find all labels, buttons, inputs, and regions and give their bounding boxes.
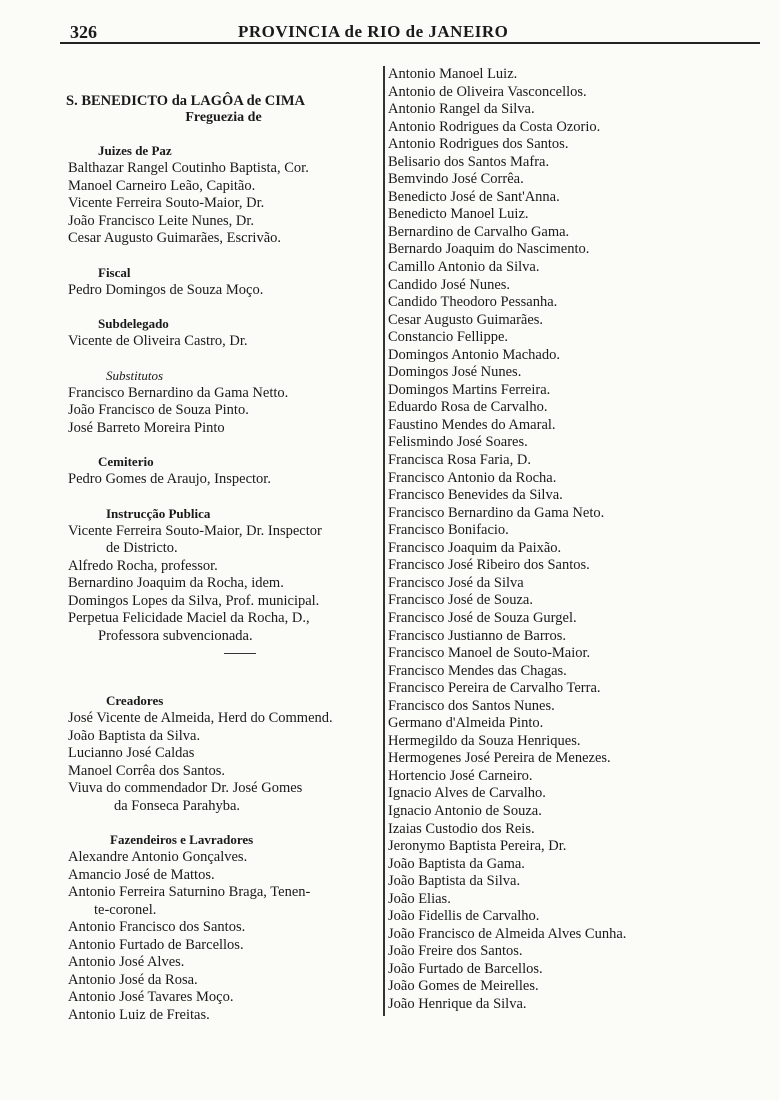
list-item: João Francisco Leite Nunes, Dr. <box>68 212 255 229</box>
list-item: Francisco José de Souza Gurgel. <box>388 609 577 626</box>
list-item: Antonio José Alves. <box>68 954 185 970</box>
substitutos-list <box>66 385 381 438</box>
list-item: João Gomes de Meirelles. <box>388 978 539 995</box>
cemiterio-list <box>66 471 381 489</box>
section-heading: Creadores <box>106 693 164 708</box>
list-item: João Henrique da Silva. <box>388 995 527 1012</box>
list-item: Bernardino de Carvalho Gama. <box>388 223 570 240</box>
list-item: Candido José Nunes. <box>388 276 511 293</box>
header-rule <box>60 42 760 44</box>
list-item: Domingos José Nunes. <box>388 364 522 381</box>
subdelegado-list <box>66 333 381 351</box>
list-item: Vicente Ferreira Souto-Maior, Dr. <box>68 195 265 211</box>
names-list <box>388 66 773 1014</box>
parish-subtitle: Freguezia de <box>185 110 262 125</box>
list-item: Francisco Bonifacio. <box>388 522 509 539</box>
section-heading: Instrucção Publica <box>106 505 211 521</box>
list-item: Jeronymo Baptista Pereira, Dr. <box>388 838 567 855</box>
list-item: Bemvindo José Corrêa. <box>388 171 524 188</box>
list-item: Belisario dos Santos Mafra. <box>388 153 550 170</box>
list-item: Antonio Rangel da Silva. <box>388 101 535 118</box>
section-heading: Cemiterio <box>98 454 154 469</box>
list-item: Pedro Domingos de Souza Moço. <box>68 281 264 298</box>
list-item: Amancio José de Mattos. <box>68 866 215 883</box>
list-item: Antonio Furtado de Barcellos. <box>68 936 244 953</box>
list-item: Francisco Bernardino da Gama Netto. <box>68 384 289 401</box>
list-item: Francisco Antonio da Rocha. <box>388 469 557 486</box>
list-item: Domingos Lopes da Silva, Prof. municipal. <box>68 592 320 609</box>
page-title: PROVINCIA de RIO de JANEIRO <box>238 22 509 41</box>
list-item: Alfredo Rocha, professor. <box>68 557 218 574</box>
list-item: Hortencio José Carneiro. <box>388 767 533 784</box>
right-column <box>388 66 773 1014</box>
column-divider <box>383 66 385 1016</box>
list-item: Bernardo Joaquim do Nascimento. <box>388 241 590 258</box>
list-item: Antonio José Tavares Moço. <box>68 989 234 1005</box>
list-item: Francisco dos Santos Nunes. <box>388 697 555 714</box>
list-item: Benedicto Manoel Luiz. <box>388 206 529 223</box>
section-heading: Juizes de Paz <box>98 143 172 158</box>
list-item: Antonio Rodrigues da Costa Ozorio. <box>388 118 601 135</box>
list-item: te-coronel. <box>94 901 157 918</box>
list-item: Professora subvencionada. <box>98 627 253 644</box>
instrucao-list <box>66 523 381 646</box>
list-item: da Fonseca Parahyba. <box>114 797 241 814</box>
list-item: João Baptista da Silva. <box>388 873 521 890</box>
list-item: Francisco Manoel de Souto-Maior. <box>388 645 591 662</box>
fiscal-list <box>66 282 381 300</box>
list-item: Domingos Martins Ferreira. <box>388 381 551 398</box>
list-item: João Furtado de Barcellos. <box>388 960 543 977</box>
list-item: Ignacio Alves de Carvalho. <box>388 785 546 802</box>
list-item: Cesar Augusto Guimarães. <box>388 311 544 328</box>
list-item: Bernardino Joaquim da Rocha, idem. <box>68 575 284 591</box>
list-item: Manoel Corrêa dos Santos. <box>68 762 226 779</box>
list-item: Perpetua Felicidade Maciel da Rocha, D., <box>68 610 310 626</box>
list-item: Francisco Bernardino da Gama Neto. <box>388 504 605 521</box>
list-item: Francisco Mendes das Chagas. <box>388 662 567 679</box>
list-item: Manoel Carneiro Leão, Capitão. <box>68 177 256 194</box>
list-item: João Freire dos Santos. <box>388 943 523 960</box>
list-item: Alexandre Antonio Gonçalves. <box>68 849 248 865</box>
list-item: Ignacio Antonio de Souza. <box>388 802 542 819</box>
list-item: Felismindo José Soares. <box>388 434 528 451</box>
list-item: Germano d'Almeida Pinto. <box>388 715 544 732</box>
list-item: Eduardo Rosa de Carvalho. <box>388 399 548 416</box>
left-column <box>66 92 381 1024</box>
list-item: João Baptista da Gama. <box>388 855 525 872</box>
list-item: Candido Theodoro Pessanha. <box>388 294 558 311</box>
list-item: Viuva do commendador Dr. José Gomes <box>68 780 303 796</box>
list-item: João Francisco de Souza Pinto. <box>68 402 249 418</box>
list-item: João Baptista da Silva. <box>68 727 201 744</box>
list-item: Francisco Joaquim da Paixão. <box>388 539 562 556</box>
list-item: Francisco Justianno de Barros. <box>388 627 566 644</box>
list-item: Francisco Benevides da Silva. <box>388 487 563 504</box>
list-item: João Francisco de Almeida Alves Cunha. <box>388 925 627 942</box>
list-item: Domingos Antonio Machado. <box>388 346 560 363</box>
page-number: 326 <box>70 22 97 42</box>
list-item: João Fidellis de Carvalho. <box>388 908 540 925</box>
list-item: Francisco José de Souza. <box>388 592 533 609</box>
list-item: Antonio Ferreira Saturnino Braga, Tenen- <box>68 884 311 900</box>
list-item: Antonio Rodrigues dos Santos. <box>388 136 569 153</box>
section-heading: Fiscal <box>98 264 131 280</box>
list-item: Hermegildo da Souza Henriques. <box>388 732 581 749</box>
list-item: Cesar Augusto Guimarães, Escrivão. <box>68 230 282 246</box>
fazendeiros-list <box>66 849 381 1024</box>
section-heading: Fazendeiros e Lavradores <box>110 832 254 847</box>
list-item: Faustino Mendes do Amaral. <box>388 416 556 433</box>
page-header <box>0 18 779 50</box>
list-item: Francisco José Ribeiro dos Santos. <box>388 557 590 574</box>
list-item: Francisco Pereira de Carvalho Terra. <box>388 680 601 697</box>
list-item: Vicente Ferreira Souto-Maior, Dr. Inspector <box>68 522 322 539</box>
list-item: Antonio Francisco dos Santos. <box>68 919 246 935</box>
creadores-list <box>66 710 381 815</box>
list-item: José Barreto Moreira Pinto <box>68 419 225 436</box>
section-heading: Subdelegado <box>98 316 169 331</box>
list-item: João Elias. <box>388 890 451 907</box>
list-item: Antonio Luiz de Freitas. <box>68 1006 210 1023</box>
list-item: Hermogenes José Pereira de Menezes. <box>388 750 611 767</box>
list-item: Constancio Fellippe. <box>388 329 509 346</box>
list-item: Lucianno José Caldas <box>68 745 195 761</box>
list-item: Izaias Custodio dos Reis. <box>388 820 535 837</box>
list-item: Antonio José da Rosa. <box>68 971 198 988</box>
list-item: Francisca Rosa Faria, D. <box>388 452 531 469</box>
list-item: Balthazar Rangel Coutinho Baptista, Cor. <box>68 160 309 176</box>
list-item: Vicente de Oliveira Castro, Dr. <box>68 333 248 349</box>
list-item: Antonio de Oliveira Vasconcellos. <box>388 83 587 100</box>
list-item: Camillo Antonio da Silva. <box>388 259 540 276</box>
list-item: Pedro Gomes de Araujo, Inspector. <box>68 471 271 487</box>
juizes-list <box>66 160 381 248</box>
list-item: Benedicto José de Sant'Anna. <box>388 188 560 205</box>
parish-title: S. BENEDICTO da LAGÔA de CIMA <box>66 93 306 109</box>
list-item: José Vicente de Almeida, Herd do Commend. <box>68 710 333 726</box>
section-heading: Substitutos <box>106 367 164 383</box>
list-item: Francisco José da Silva <box>388 574 524 591</box>
list-item: Antonio Manoel Luiz. <box>388 66 518 82</box>
list-item: de Districto. <box>106 540 178 556</box>
